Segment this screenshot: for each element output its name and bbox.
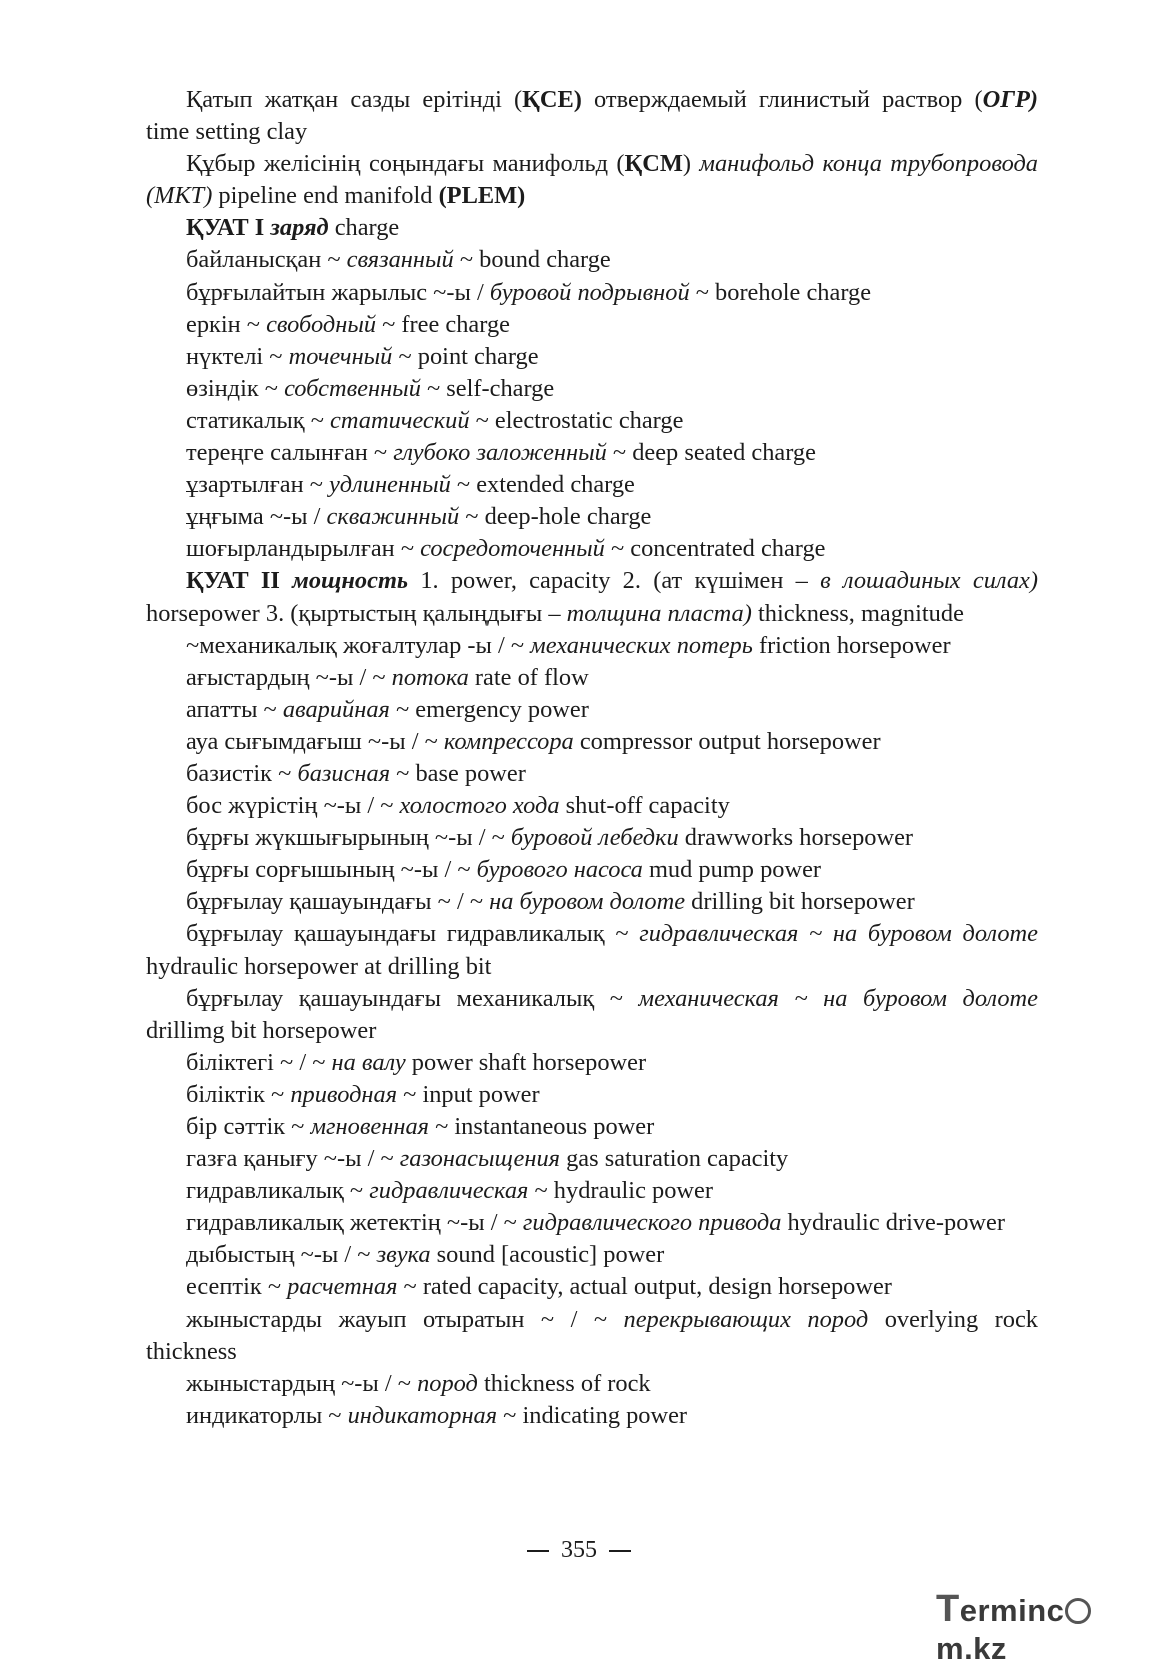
- entry-segment: ): [682, 150, 700, 178]
- entry-segment: drawworks horsepower: [678, 824, 914, 852]
- footer-dash-left: [527, 1550, 549, 1552]
- entry-segment: собственный: [284, 374, 421, 402]
- dictionary-entry: [146, 1079, 1038, 1111]
- dictionary-entry: [146, 373, 1038, 405]
- entry-segment: связанный: [346, 246, 454, 274]
- entry-segment: гидравлическая: [369, 1177, 529, 1205]
- entry-segment: расчетная: [287, 1273, 398, 1301]
- entry-segment: еркін ~: [186, 310, 267, 338]
- entry-segment: біліктегі ~ / ~: [186, 1048, 332, 1076]
- entry-segment: hydraulic horsepower at drilling bit: [146, 952, 492, 980]
- entry-segment: overlying rock thickness: [146, 1305, 1039, 1365]
- entry-segment: ~ borehole charge: [689, 278, 872, 306]
- entry-segment: статикалық ~: [186, 406, 331, 434]
- entry-segment: ~ deep seated charge: [606, 439, 816, 467]
- dictionary-entry: [146, 1400, 1038, 1432]
- entry-segment: ~ rated capacity, actual output, design horsepower: [397, 1273, 892, 1301]
- entry-segment: ұзартылған ~: [186, 471, 330, 499]
- entry-segment: time setting clay: [146, 118, 308, 146]
- entry-segment: базистік ~: [186, 759, 298, 787]
- entry-segment: compressor output horsepower: [573, 727, 881, 755]
- entry-segment: ~ input power: [397, 1080, 540, 1108]
- entry-segment: бос жүрістің ~-ы / ~: [186, 792, 400, 820]
- dictionary-entry: [146, 1304, 1038, 1368]
- entry-segment: звука: [376, 1241, 431, 1269]
- dictionary-entry: [146, 918, 1038, 982]
- entry-segment: charge: [328, 214, 400, 242]
- entry-segment: холостого хода: [399, 792, 560, 820]
- entry-segment: мгновенная: [310, 1113, 429, 1140]
- entry-segment: ҚСМ: [624, 150, 683, 178]
- entry-segment: гидравлического привода: [522, 1209, 782, 1237]
- entry-segment: Құбыр желісінің соңындағы манифольд (: [186, 150, 625, 178]
- entry-segment: ~ hydraulic power: [528, 1177, 713, 1205]
- entry-segment: бұрғылау қашауындағы гидравликалық ~: [186, 920, 640, 948]
- entry-segment: rate of flow: [468, 663, 589, 691]
- dictionary-entry: [146, 244, 1038, 276]
- entry-segment: на буровом долоте: [489, 888, 686, 916]
- dictionary-entry: [146, 533, 1038, 565]
- entry-segment: hydraulic drive-power: [781, 1209, 1005, 1237]
- entry-segment: нүктелі ~: [186, 342, 289, 370]
- dictionary-entry: [146, 1239, 1038, 1271]
- entry-segment: точечный: [288, 342, 393, 370]
- entry-segment: gas saturation capacity: [560, 1145, 789, 1173]
- entry-segment: ~ bound charge: [453, 246, 611, 274]
- dictionary-entry: [146, 1111, 1038, 1143]
- entry-segment: бұрғылау қашауындағы ~ / ~: [186, 888, 490, 916]
- entry-segment: жыныстарды жауып отыратын ~ / ~: [186, 1305, 624, 1333]
- entry-segment: скважинный: [326, 503, 460, 531]
- dictionary-entry: [146, 277, 1038, 309]
- entry-segment: есептік ~: [186, 1273, 288, 1301]
- entry-segment: friction horsepower: [752, 631, 951, 659]
- dictionary-entry: [146, 983, 1038, 1047]
- entry-segment: потока: [391, 663, 469, 691]
- dictionary-entry: [146, 1143, 1038, 1175]
- entry-segment: буровой лебедки: [510, 824, 679, 852]
- entry-segment: ~механикалық жоғалтулар -ы / ~: [186, 631, 531, 659]
- entry-segment: power shaft horsepower: [405, 1048, 647, 1076]
- entry-segment: отверждаемый глинистый раствор (: [581, 86, 983, 113]
- entry-segment: тереңге салынған ~: [186, 439, 394, 467]
- entry-segment: гидравликалық жетектің ~-ы / ~: [186, 1209, 523, 1237]
- entry-segment: ауа сығымдағыш ~-ы / ~: [186, 727, 444, 755]
- entry-segment: ~ indicating power: [497, 1401, 688, 1429]
- entry-segment: индикаторлы ~: [186, 1401, 348, 1429]
- footer-dash-right: [609, 1550, 631, 1552]
- entry-segment: drilling bit horsepower: [685, 888, 915, 916]
- page-footer: [0, 1537, 1158, 1564]
- entry-segment: бұрғы жүкшығырының ~-ы / ~: [186, 824, 511, 852]
- entry-segment: свободный: [266, 310, 377, 338]
- entry-segment: ~ extended charge: [450, 471, 635, 499]
- entry-segment: mud pump power: [642, 856, 822, 884]
- entry-segment: thickness of rock: [477, 1369, 651, 1397]
- entry-segment: ~ self-charge: [420, 374, 555, 402]
- entry-segment: глубоко заложенный: [393, 439, 607, 467]
- entry-segment: ~ concentrated charge: [604, 535, 826, 563]
- entry-segment: sound [acoustic] power: [430, 1241, 665, 1269]
- dictionary-entry: [146, 1368, 1038, 1400]
- entry-segment: приводная: [290, 1080, 398, 1108]
- entry-segment: бұрғылайтын жарылыс ~-ы /: [186, 278, 490, 306]
- dictionary-entry: [146, 212, 1038, 244]
- dictionary-entry: [146, 790, 1038, 822]
- dictionary-entry: [146, 886, 1038, 918]
- dictionary-entry: [146, 1207, 1038, 1239]
- entry-segment: перекрывающих пород: [623, 1305, 869, 1333]
- entry-segment: сосредоточенный: [420, 535, 605, 563]
- entry-segment: индикаторная: [347, 1401, 498, 1429]
- entry-segment: ағыстардың ~-ы / ~: [186, 663, 392, 691]
- entry-segment: ~ base power: [390, 759, 526, 787]
- entry-segment: статический: [330, 406, 470, 434]
- dictionary-entry: [146, 1047, 1038, 1079]
- entry-segment: базисная: [297, 759, 391, 787]
- entry-segment: байланысқан ~: [186, 246, 347, 274]
- dictionary-entry: [146, 758, 1038, 790]
- entry-segment: ~ free charge: [376, 310, 510, 338]
- entry-segment: drillimg bit horsepower: [146, 1016, 377, 1044]
- entry-segment: толщина пласта): [566, 599, 752, 627]
- entry-segment: дыбыстың ~-ы / ~: [186, 1241, 377, 1269]
- entry-segment: Қатып жатқан сазды ерітінді (: [186, 86, 523, 113]
- entry-segment: 1. power, capacity 2. (ат күшімен –: [408, 567, 821, 595]
- entry-segment: thickness, magnitude: [751, 599, 964, 627]
- entry-segment: гидравлическая ~ на буровом долоте: [639, 920, 1038, 948]
- dictionary-entry: [146, 309, 1038, 341]
- entry-segment: (PLEM): [438, 182, 526, 210]
- entry-segment: аварийная: [282, 695, 390, 723]
- entry-segment: удлиненный: [329, 471, 451, 499]
- dictionary-entry: [146, 854, 1038, 886]
- entry-segment: ҚУАТ I: [186, 214, 271, 242]
- entry-segment: біліктік ~: [186, 1080, 291, 1108]
- dictionary-entry: [146, 148, 1038, 212]
- entry-segment: мощность: [292, 567, 409, 595]
- entry-segment: шоғырландырылған ~: [186, 535, 421, 563]
- dictionary-entry: [146, 469, 1038, 501]
- dictionary-entry: [146, 565, 1038, 629]
- entry-segment: газға қанығу ~-ы / ~: [186, 1145, 400, 1173]
- entry-segment: механическая ~ на буровом долоте: [638, 984, 1038, 1012]
- dictionary-entry: [146, 822, 1038, 854]
- entry-segment: ~ deep-hole charge: [459, 503, 652, 531]
- entry-segment: бұрғылау қашауындағы механикалық ~: [186, 984, 639, 1012]
- dictionary-entry: [146, 84, 1038, 148]
- dictionary-entry: [146, 726, 1038, 758]
- entry-segment: ұңғыма ~-ы /: [186, 503, 327, 531]
- dictionary-entry: [146, 630, 1038, 662]
- entry-segment: ОГР): [982, 86, 1038, 113]
- entry-segment: на валу: [331, 1048, 406, 1076]
- entry-segment: ~ instantaneous power: [429, 1113, 655, 1140]
- entry-segment: ~ electrostatic charge: [469, 406, 684, 434]
- entry-segment: заряд: [270, 214, 329, 242]
- entry-segment: shut-off capacity: [559, 792, 730, 820]
- entry-segment: ҚУАТ II: [186, 567, 293, 595]
- entry-segment: пород: [417, 1369, 478, 1397]
- entry-segment: ~ point charge: [392, 342, 539, 370]
- entry-segment: гидравликалық ~: [186, 1177, 370, 1205]
- entry-segment: ҚСЕ): [522, 86, 582, 113]
- entry-segment: газонасыщения: [399, 1145, 560, 1173]
- entry-segment: манифольд конца трубопровода (МКТ): [146, 150, 1038, 210]
- entry-segment: өзіндік ~: [186, 374, 285, 402]
- entry-segment: жыныстардың ~-ы / ~: [186, 1369, 418, 1397]
- entry-segment: в лошадиных силах): [820, 567, 1038, 595]
- dictionary-entry: [146, 405, 1038, 437]
- entry-segment: бурового насоса: [476, 856, 643, 884]
- entry-segment: механических потерь: [530, 631, 753, 659]
- dictionary-entry: [146, 437, 1038, 469]
- entry-segment: horsepower 3. (қыртыстың қалыңдығы –: [146, 599, 567, 627]
- dictionary-entry: [146, 501, 1038, 533]
- dictionary-entry: [146, 341, 1038, 373]
- entry-segment: pipeline end manifold: [212, 182, 439, 210]
- entry-segment: бұрғы сорғышының ~-ы / ~: [186, 856, 477, 884]
- entry-segment: компрессора: [443, 727, 574, 755]
- dictionary-entry: [146, 662, 1038, 694]
- dictionary-entry: [146, 1271, 1038, 1303]
- dictionary-entry: [146, 1175, 1038, 1207]
- entry-segment: апатты ~: [186, 695, 283, 723]
- dictionary-page: [146, 84, 1038, 1432]
- entry-segment: ~ emergency power: [389, 695, 589, 723]
- dictionary-entry: [146, 694, 1038, 726]
- page-number: 355: [561, 1537, 597, 1563]
- watermark-logo: Termincm.kz: [936, 1588, 1146, 1630]
- entry-segment: бір сәттік ~: [186, 1113, 311, 1140]
- entry-segment: буровой подрывной: [489, 278, 690, 306]
